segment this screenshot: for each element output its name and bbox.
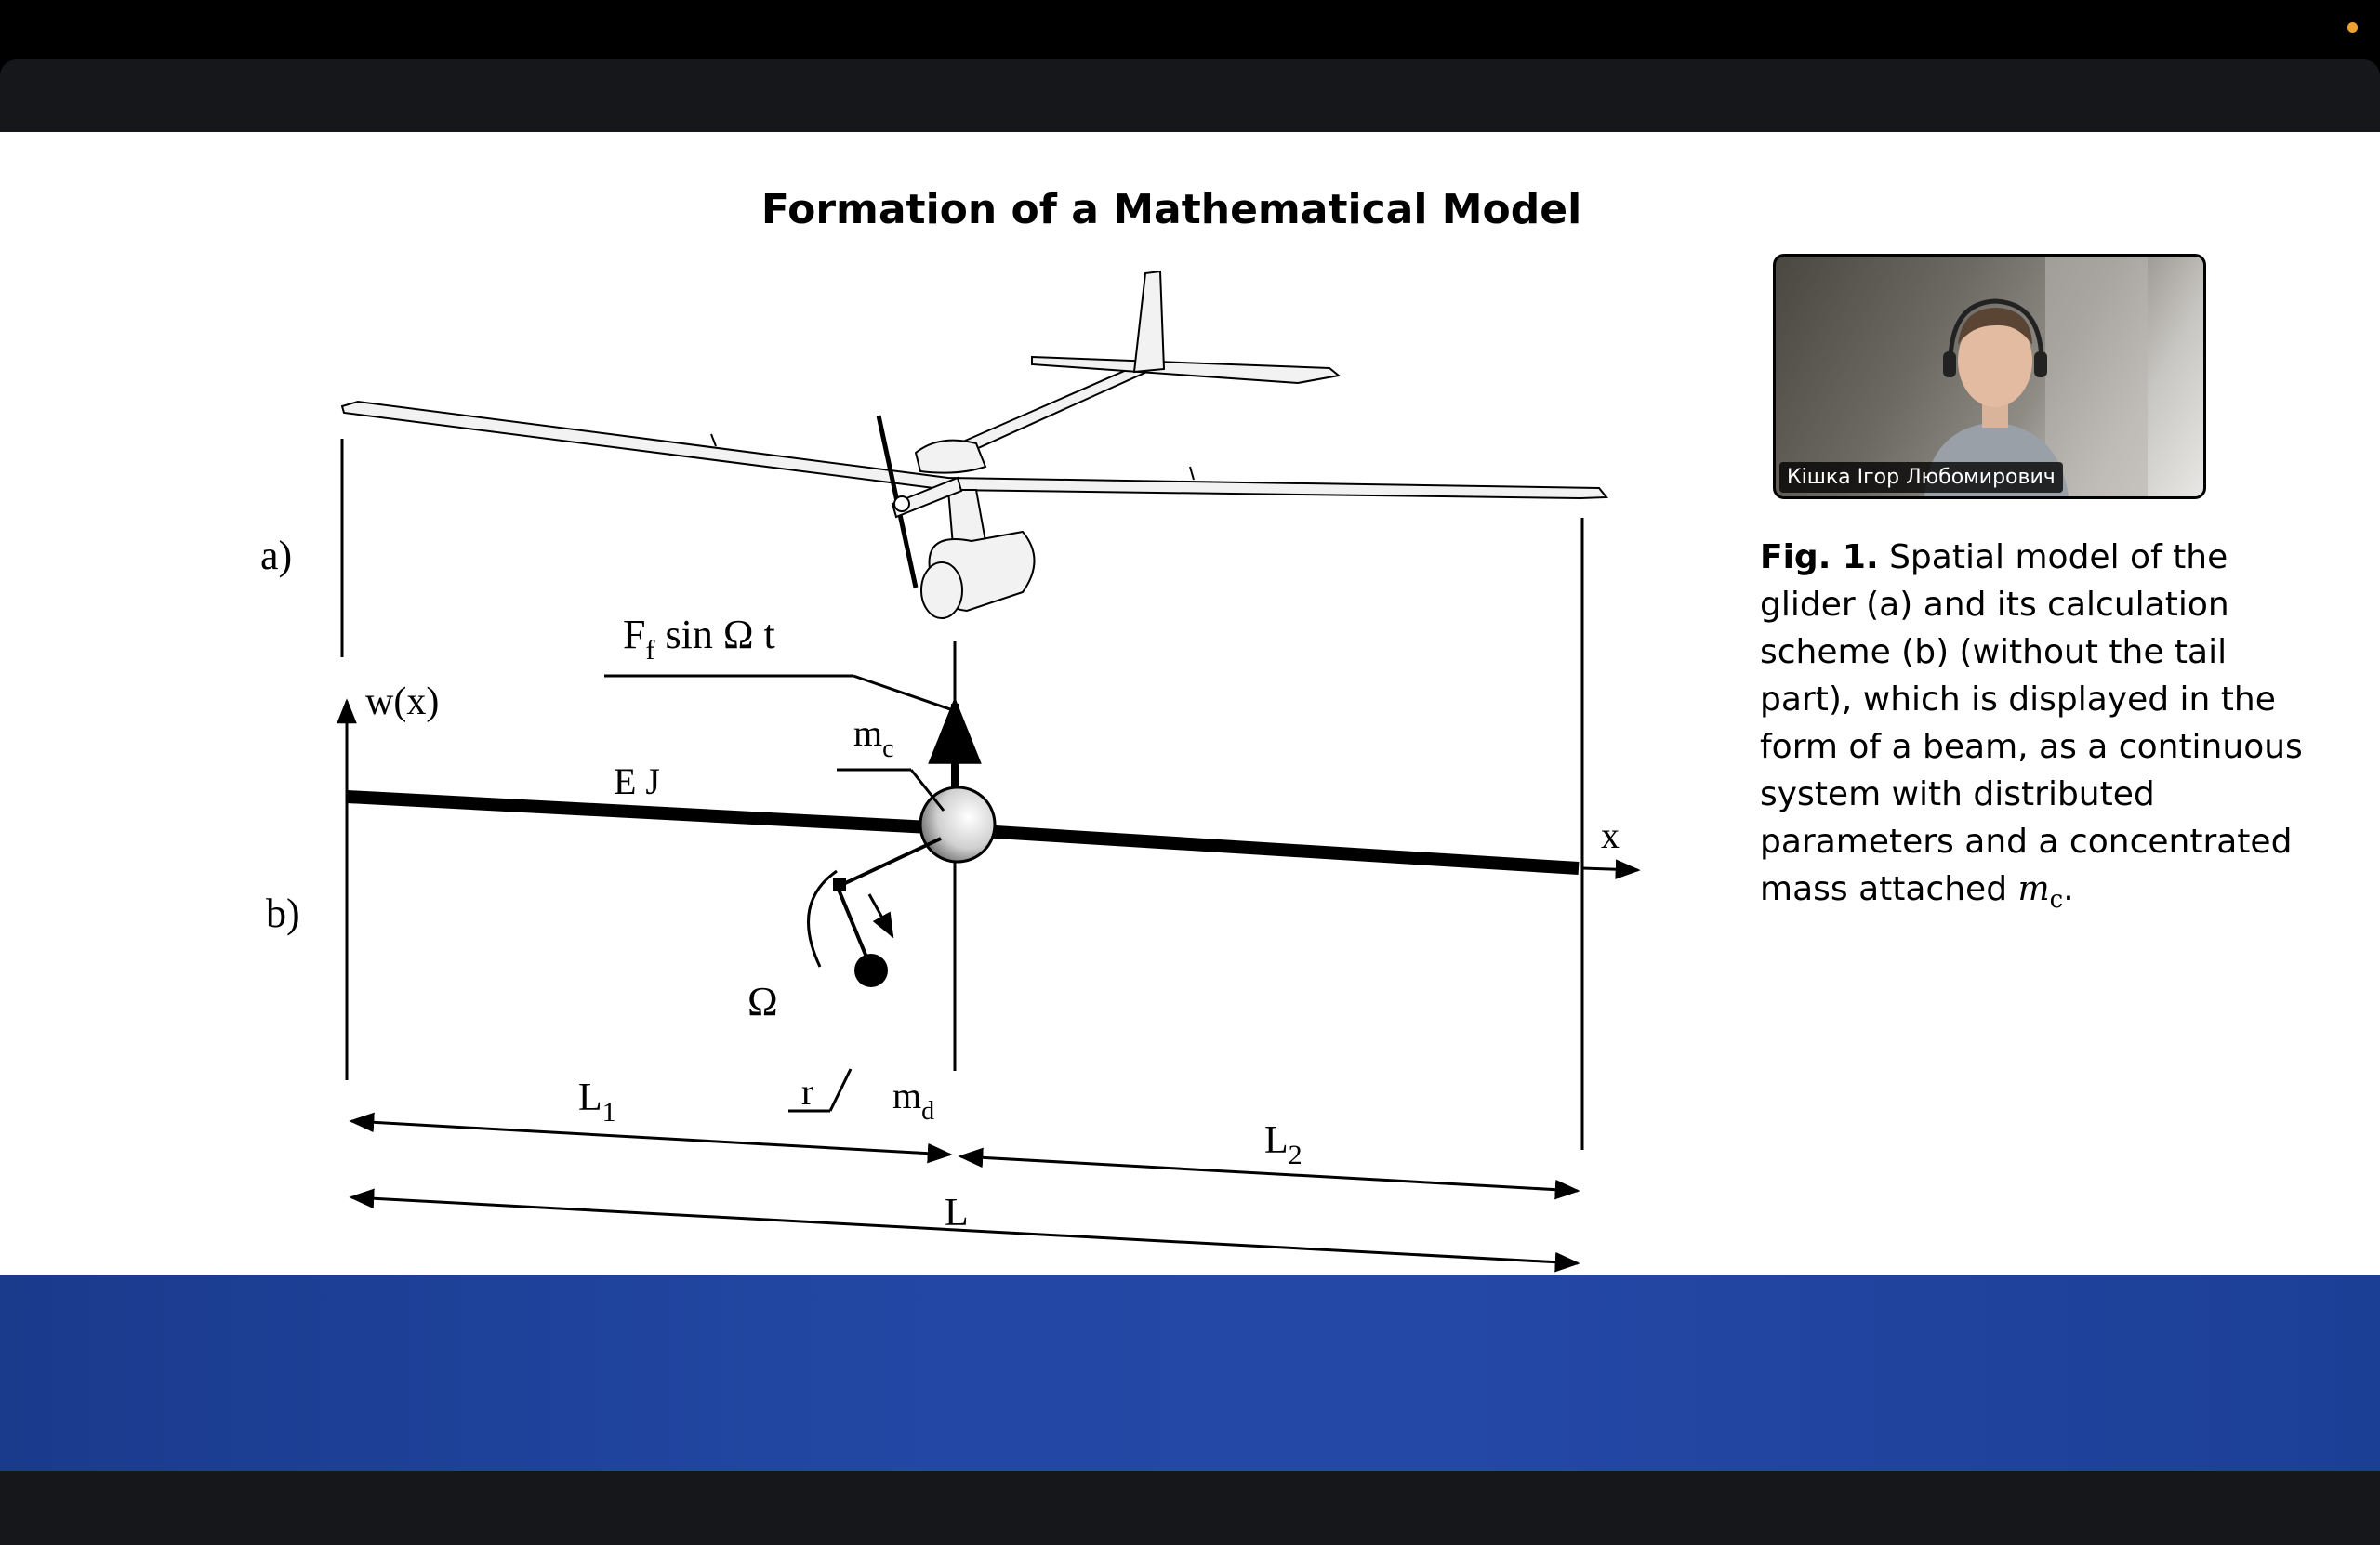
participant-video-tile[interactable] xyxy=(1773,254,2206,499)
glider-drawing xyxy=(342,271,1606,618)
slide-footer-band xyxy=(0,1275,2380,1471)
participant-name-tag: Кішка Ігор Любомирович xyxy=(1779,462,2063,493)
glider-diagram xyxy=(0,132,1692,1275)
presentation-slide xyxy=(0,132,2380,1275)
length-l2-label: $L_2$ xyxy=(1264,1119,1302,1170)
bottom-bar xyxy=(0,1471,2380,1545)
caption-figure-number: Fig. 1. xyxy=(1760,538,1879,576)
omega-label: Ω xyxy=(747,979,778,1024)
x-axis-label: x xyxy=(1601,814,1620,856)
mass-d-label: $m_d$ xyxy=(892,1075,935,1126)
mass-c-label: $m_c$ xyxy=(853,712,894,763)
slide-title: Formation of a Mathematical Model xyxy=(760,186,1582,233)
label-b: b) xyxy=(266,891,300,936)
beam-stiffness-label: E J xyxy=(614,760,660,802)
length-l-label: L xyxy=(945,1192,969,1235)
caption-text: Spatial model of the glider (a) and its calculation scheme (b) (without the tail part), which is displayed in the form of a beam, as a continuous system with distributed parameters and a concentrated mass attached xyxy=(1760,538,2303,908)
concentrated-mass xyxy=(920,787,995,862)
w-axis-label: w(x) xyxy=(365,680,440,723)
recording-indicator-icon xyxy=(2347,22,2358,33)
length-l1-label: $L_1$ xyxy=(578,1076,616,1128)
meeting-toolbar xyxy=(0,59,2380,132)
radius-label: r xyxy=(801,1071,814,1113)
participant-video-feed-icon xyxy=(1776,257,2203,496)
label-a: a) xyxy=(260,533,293,578)
disbalance-mass xyxy=(854,954,888,987)
top-bar xyxy=(0,0,2380,59)
caption-math-symbol: $m_c$ xyxy=(2017,870,2064,915)
figure-caption: Fig. 1. Spatial model of the glider (a) and its calculation scheme (b) (without the tail part), which is displayed in the form of a beam, as a continuous system with distributed parameters and a concentrated mass attached $m_c$. xyxy=(1760,538,2303,915)
force-label: $F_f$ sin Ω t xyxy=(623,612,775,666)
